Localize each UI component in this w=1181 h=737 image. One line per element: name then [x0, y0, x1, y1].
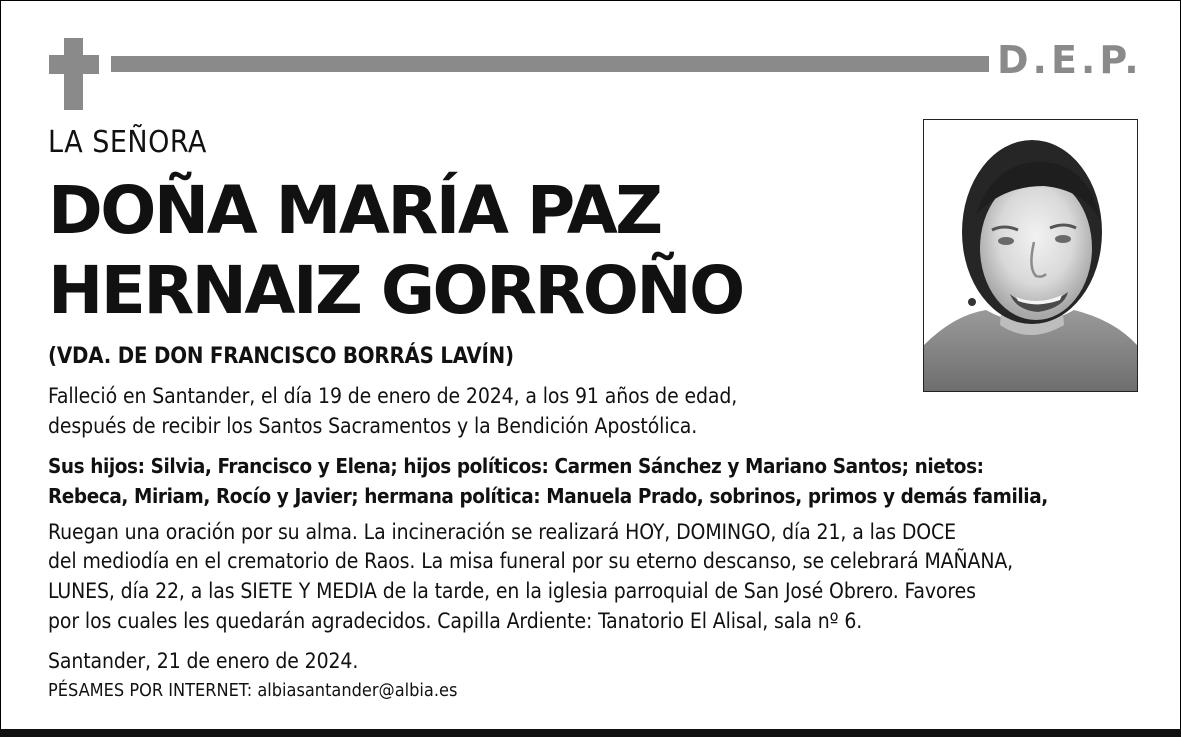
dep-label: D.E.P.: [997, 38, 1143, 82]
death-line-2: después de recibir los Santos Sacramentos y la Bendición Apostólica.: [48, 414, 698, 438]
deceased-name-line1: DOÑA MARÍA PAZ: [48, 172, 661, 249]
death-line-1: Falleció en Santander, el día 19 de enero de 2024, a los 91 años de edad,: [48, 384, 738, 408]
portrait-photo: [923, 119, 1138, 392]
request-line-4: por los cuales les quedarán agradecidos. Capilla Ardiente: Tanatorio El Alisal, sala nº 6.: [48, 609, 863, 633]
widow-line: (VDA. DE DON FRANCISCO BORRÁS LAVÍN): [48, 344, 514, 369]
header-rule: [111, 56, 989, 72]
family-line-1: Sus hijos: Silvia, Francisco y Elena; hijos políticos: Carmen Sánchez y Mariano Santos; nietos:: [48, 454, 984, 478]
request-line-1: Ruegan una oración por su alma. La incineración se realizará HOY, DOMINGO, día 21, a las DOCE: [48, 520, 956, 544]
place-date: Santander, 21 de enero de 2024.: [48, 649, 359, 673]
bottom-bar: [0, 729, 1181, 737]
deceased-name-line2: HERNAIZ GORROÑO: [48, 252, 743, 329]
request-line-2: del mediodía en el crematorio de Raos. La misa funeral por su eterno descanso, se celebrará MAÑANA,: [48, 549, 1014, 573]
condolences-line: PÉSAMES POR INTERNET: albiasantander@albia.es: [48, 680, 458, 701]
request-line-3: LUNES, día 22, a las SIETE Y MEDIA de la tarde, en la iglesia parroquial de San José Obrero. Favores: [48, 579, 976, 603]
intro-text: LA SEÑORA: [48, 125, 207, 160]
family-line-2: Rebeca, Miriam, Rocío y Javier; hermana política: Manuela Prado, sobrinos, primos y demás familia,: [48, 484, 1048, 508]
